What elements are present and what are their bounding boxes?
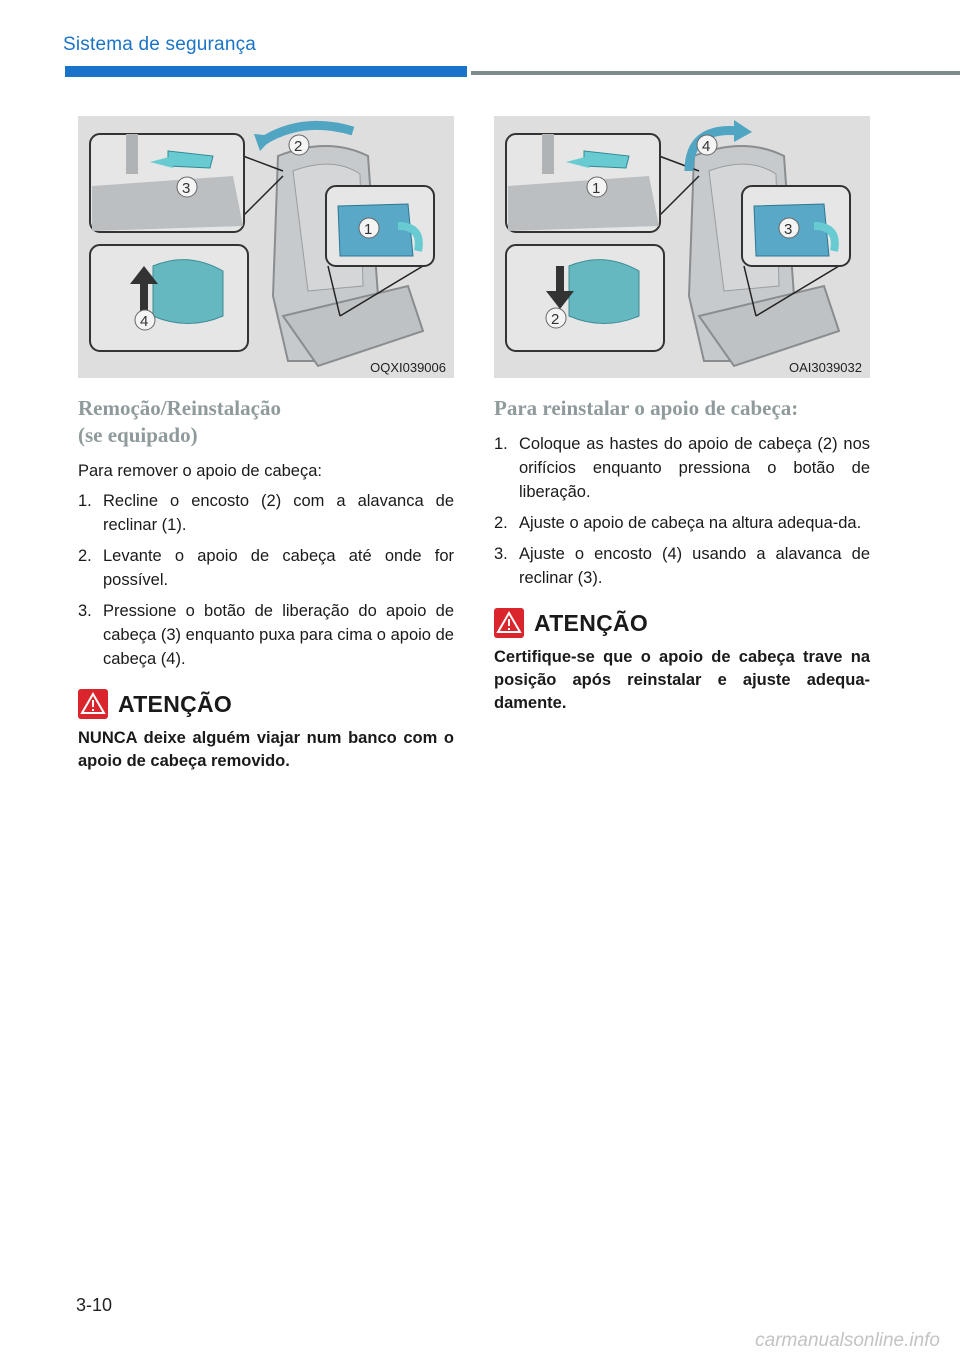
warning-header <box>78 689 454 719</box>
step-number: 2. <box>78 547 92 565</box>
step-text: Pressione o botão de liberação do apoio de cabeça (3) enquanto puxa para cima o apoio de cabeça (4). <box>103 602 454 668</box>
section-heading: Para reinstalar o apoio de cabeça: <box>494 396 799 420</box>
warning-title: ATENÇÃO <box>534 609 649 636</box>
svg-text:4: 4 <box>702 138 711 155</box>
warning-title: ATENÇÃO <box>118 690 233 717</box>
section-title: Sistema de segurança <box>63 34 257 55</box>
step-text: Coloque as hastes do apoio de cabeça (2) nos orifícios enquanto pressiona o botão de liberação. <box>519 435 870 501</box>
list-item <box>494 511 870 535</box>
page-number: 3-10 <box>76 1295 113 1315</box>
header-rule-gray <box>471 71 960 75</box>
step-number: 3. <box>78 602 92 620</box>
svg-text:1: 1 <box>592 180 601 197</box>
figure-code: OQXI039006 <box>370 360 446 375</box>
figure-code: OAI3039032 <box>788 360 862 375</box>
section-heading <box>78 395 454 449</box>
removal-steps <box>78 489 454 671</box>
heading-line-1: Remoção/Reinstalação <box>78 396 281 420</box>
step-number: 2. <box>494 514 508 532</box>
list-item <box>78 544 454 592</box>
warning-triangle-icon <box>78 689 108 719</box>
watermark: carmanualsonline.info <box>755 1330 940 1351</box>
svg-text:2: 2 <box>551 311 560 328</box>
step-number: 3. <box>494 545 508 563</box>
step-number: 1. <box>494 435 508 453</box>
svg-text:4: 4 <box>140 313 149 330</box>
reinstall-steps <box>494 432 870 590</box>
svg-text:2: 2 <box>294 138 303 155</box>
heading-line-2: (se equipado) <box>78 423 198 447</box>
list-item <box>494 542 870 590</box>
step-text: Levante o apoio de cabeça até onde for possível. <box>103 547 454 589</box>
svg-text:3: 3 <box>182 180 191 197</box>
warning-text: NUNCA deixe alguém viajar num banco com o apoio de cabeça removido. <box>78 729 454 770</box>
svg-text:1: 1 <box>364 221 373 238</box>
step-text: Ajuste o apoio de cabeça na altura adequa-da. <box>519 514 862 532</box>
header-rule-blue <box>65 66 467 77</box>
step-text: Recline o encosto (2) com a alavanca de reclinar (1). <box>103 492 454 534</box>
svg-text:3: 3 <box>784 221 793 238</box>
warning-header <box>494 608 870 638</box>
intro-text: Para remover o apoio de cabeça: <box>78 462 322 480</box>
right-column <box>494 395 870 715</box>
figure-headrest-reinstall <box>494 116 870 378</box>
left-column <box>78 395 454 773</box>
figure-headrest-removal <box>78 116 454 378</box>
list-item <box>494 432 870 504</box>
warning-text: Certifique-se que o apoio de cabeça trave na posição após reinstalar e ajuste adequa-damente. <box>494 648 870 712</box>
list-item <box>78 599 454 671</box>
warning-triangle-icon <box>494 608 524 638</box>
step-text: Ajuste o encosto (4) usando a alavanca de reclinar (3). <box>519 545 870 587</box>
list-item <box>78 489 454 537</box>
step-number: 1. <box>78 492 92 510</box>
